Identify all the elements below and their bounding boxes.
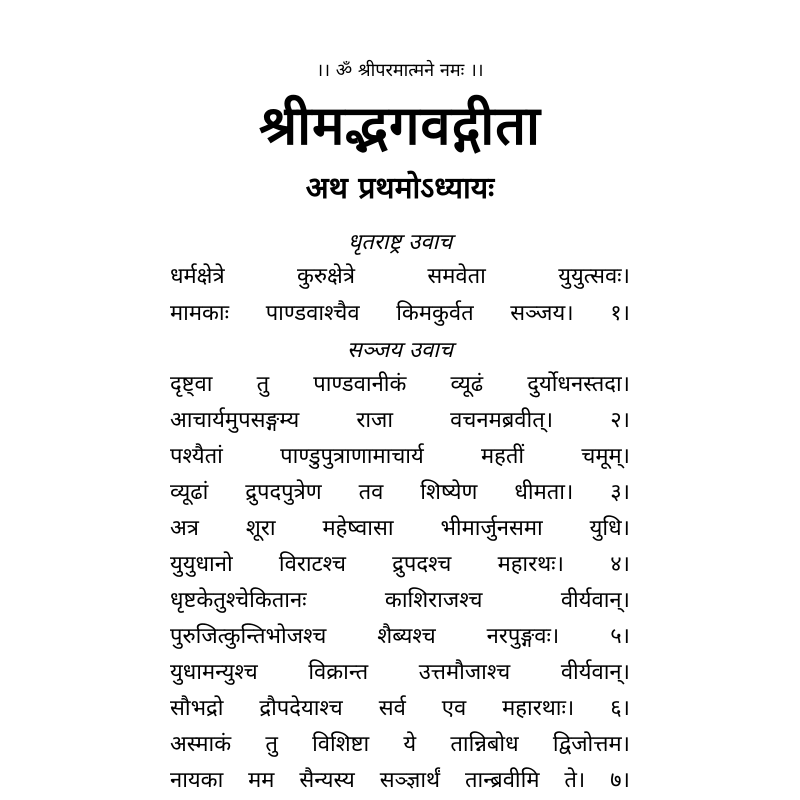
verse-word: व्यूढं [450,372,484,397]
verse-word: सञ्ज्ञार्थं [379,768,441,793]
chapter-heading: अथ प्रथमोऽध्यायः [305,171,495,206]
verse-word: भीमार्जुनसमा [440,516,543,541]
verse-line [170,476,630,506]
verse-word: नायका [170,768,224,793]
verse-word: सञ्जय। [510,301,574,326]
verse-word: द्रुपदपुत्रेण [245,480,322,505]
verse-word: तव [358,480,384,505]
verse-word: महतीं [481,444,525,469]
verse-word: राजा [356,408,394,433]
verse-word: ये [403,732,417,757]
verse-word: तु [265,732,278,757]
verse-word: ७। [610,768,630,793]
verse-word: चमूम्। [581,444,630,469]
verse-word: नरपुङ्गवः। [486,624,560,649]
verse-line [170,404,630,434]
verse-word: मामकाः [170,301,230,326]
verse-word: विक्रान्त [308,660,369,685]
verse-word: ३। [610,480,630,505]
verse-word: युधि। [589,516,630,541]
verse-word: कुरुक्षेत्रे [297,264,355,289]
verse-line [170,620,630,650]
verse-word: युयुधानो [170,552,233,577]
verse-word: ४। [610,552,630,577]
verse-word: युधामन्युश्च [170,660,258,685]
verse-line [170,728,630,758]
verse-word: समवेता [427,264,486,289]
verse-word: विशिष्टा [312,732,370,757]
speaker-label: सञ्जय उवाच [347,338,453,363]
verse-word: ५। [610,624,630,649]
verse-word: एव [441,696,467,721]
verse-word: वचनमब्रवीत्। [450,408,554,433]
verse-word: अस्माकं [170,732,232,757]
verse-line [170,440,630,470]
verse-word: अत्र [170,516,199,541]
verse-word: धृष्टकेतुश्चेकितानः [170,588,307,613]
verse-line [170,548,630,578]
verse-word: धीमता। [514,480,574,505]
verse-word: सर्व [378,696,406,721]
verse-word: पाण्डवाश्चैव [265,301,360,326]
verse-word: धर्मक्षेत्रे [170,264,225,289]
verse-word: आचार्यमुपसङ्गम्य [170,408,300,433]
verse-word: महेष्वासा [322,516,394,541]
page-title: श्रीमद्भगवद्गीता [258,94,542,157]
verse-line [170,764,630,794]
verse-word: दृष्ट्वा [170,372,213,397]
verse-line [170,368,630,398]
verse-word: द्रुपदश्च [392,552,452,577]
verse-word: सैन्यस्य [299,768,355,793]
verse-line [170,512,630,542]
verse-line [170,656,630,686]
verse-word: पश्यैतां [170,444,223,469]
invocation: ।। ॐ श्रीपरमात्मने नमः ।। [316,60,484,81]
verse-word: महारथः। [497,552,564,577]
verse-word: पाण्डवानीकं [313,372,407,397]
verse-word: शूरा [245,516,276,541]
verse-word: दुर्योधनस्तदा। [527,372,630,397]
verse-word: व्यूढां [170,480,209,505]
verse-word: विराटश्च [278,552,346,577]
verse-line [170,692,630,722]
verse-word: सौभद्रो [170,696,224,721]
verse-word: शैब्यश्च [377,624,436,649]
verse-word: महारथाः। [502,696,575,721]
verse-word: तान्निबोध [450,732,519,757]
verse-word: २। [610,408,630,433]
verse-word: काशिराजश्च [384,588,483,613]
verse-word: मम [248,768,275,793]
verse-word: किमकुर्वत [396,301,474,326]
verse-word: तान्ब्रवीमि [464,768,540,793]
verse-word: वीर्यवान्। [560,588,630,613]
verse-word: शिष्येण [420,480,478,505]
verse-line [170,584,630,614]
verse-word: ६। [610,696,630,721]
verse-word: उत्तमौजाश्च [418,660,511,685]
verse-word: द्विजोत्तम। [552,732,630,757]
verse-line [170,297,630,327]
verse-word: १। [610,301,630,326]
verse-word: पाण्डुपुत्राणामाचार्य [280,444,424,469]
verse-line [170,260,630,290]
verse-word: युयुत्सवः। [558,264,630,289]
verse-word: पुरुजित्कुन्तिभोजश्च [170,624,327,649]
verse-word: वीर्यवान्। [560,660,630,685]
speaker-label: धृतराष्ट्र उवाच [347,230,453,255]
verse-word: तु [256,372,270,397]
verse-word: द्रौपदेयाश्च [259,696,343,721]
verse-word: ते। [564,768,586,793]
